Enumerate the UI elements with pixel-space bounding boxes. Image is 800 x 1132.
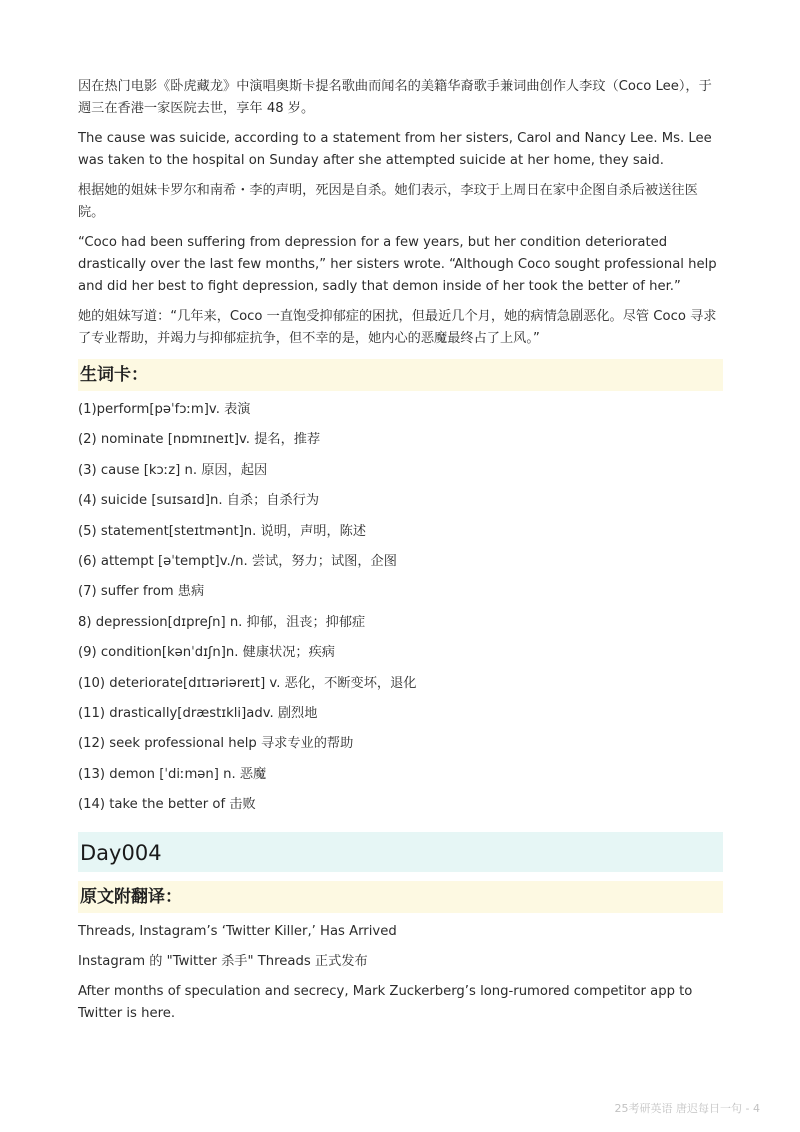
- intro-zh-2: 根据她的姐妹卡罗尔和南希・李的声明，死因是自杀。她们表示，李玟于上周日在家中企图自杀后被送往医院。: [78, 183, 698, 220]
- vocab-item: (9) condition[kənˈdɪʃn]n. 健康状况；疾病: [78, 645, 335, 661]
- original-heading: 原文附翻译：: [78, 881, 723, 913]
- vocab-item: (4) suicide [suɪsaɪd]n. 自杀；自杀行为: [78, 493, 320, 509]
- vocab-item: (12) seek professional help 寻求专业的帮助: [78, 736, 354, 752]
- day-heading: Day004: [78, 832, 723, 872]
- vocab-list: [78, 399, 723, 816]
- vocab-item: (14) take the better of 击败: [78, 797, 256, 813]
- intro-zh-1: 因在热门电影《卧虎藏龙》中演唱奥斯卡提名歌曲而闻名的美籍华裔歌手兼词曲创作人李玟（Coco Lee），于週三在香港一家医院去世，享年 48 岁。: [78, 79, 712, 116]
- vocab-item: 8) depression[dɪpreʃn] n. 抑郁，沮丧；抑郁症: [78, 614, 366, 630]
- article-title-en: Threads, Instagram’s ‘Twitter Killer,’ Has Arrived: [78, 924, 397, 940]
- intro-en-2: “Coco had been suffering from depression for a few years, but her condition deteriorated drastically over the last few months,” her sisters wrote. “Although Coco sought professional help and did her best to fight depression, sadly that demon inside of her took the better of her.”: [78, 235, 717, 294]
- article-title-zh: Instagram 的 "Twitter 杀手" Threads 正式发布: [78, 954, 368, 970]
- vocab-item: (2) nominate [nɒmɪneɪt]v. 提名，推荐: [78, 432, 321, 448]
- intro-en-1: The cause was suicide, according to a statement from her sisters, Carol and Nancy Lee. Ms. Lee was taken to the hospital on Sunday after she attempted suicide at her home, they said.: [78, 131, 712, 168]
- page-content: [78, 76, 723, 1033]
- vocab-item: (5) statement[steɪtmənt]n. 说明，声明，陈述: [78, 523, 367, 539]
- vocab-item: (1)perform[pəˈfɔːm]v. 表演: [78, 402, 251, 417]
- vocab-item: (13) demon [ˈdiːmən] n. 恶魔: [78, 766, 267, 782]
- vocab-heading: 生词卡：: [78, 359, 723, 391]
- vocab-item: (11) drastically[dræstɪkli]adv. 剧烈地: [78, 705, 318, 721]
- article-en-paragraph: After months of speculation and secrecy, Mark Zuckerberg’s long-rumored competitor app to Twitter is here.: [78, 984, 693, 1022]
- vocab-item: (6) attempt [əˈtempt]v./n. 尝试，努力；试图，企图: [78, 553, 397, 569]
- vocab-item: (7) suffer from 患病: [78, 584, 205, 600]
- vocab-item: (10) deteriorate[dɪtɪəriəreɪt] v. 恶化，不断变坏，退化: [78, 675, 417, 691]
- vocab-item: (3) cause [kɔːz] n. 原因，起因: [78, 462, 268, 478]
- intro-zh-3: 她的姐妹写道：“几年来，Coco 一直饱受抑郁症的困扰，但最近几个月，她的病情急剧恶化。尽管 Coco 寻求了专业帮助，并竭力与抑郁症抗争，但不幸的是，她内心的恶魔最终占了上风。”: [78, 309, 717, 346]
- page-footer: 25考研英语 唐迟每日一句 - 4: [614, 1102, 760, 1115]
